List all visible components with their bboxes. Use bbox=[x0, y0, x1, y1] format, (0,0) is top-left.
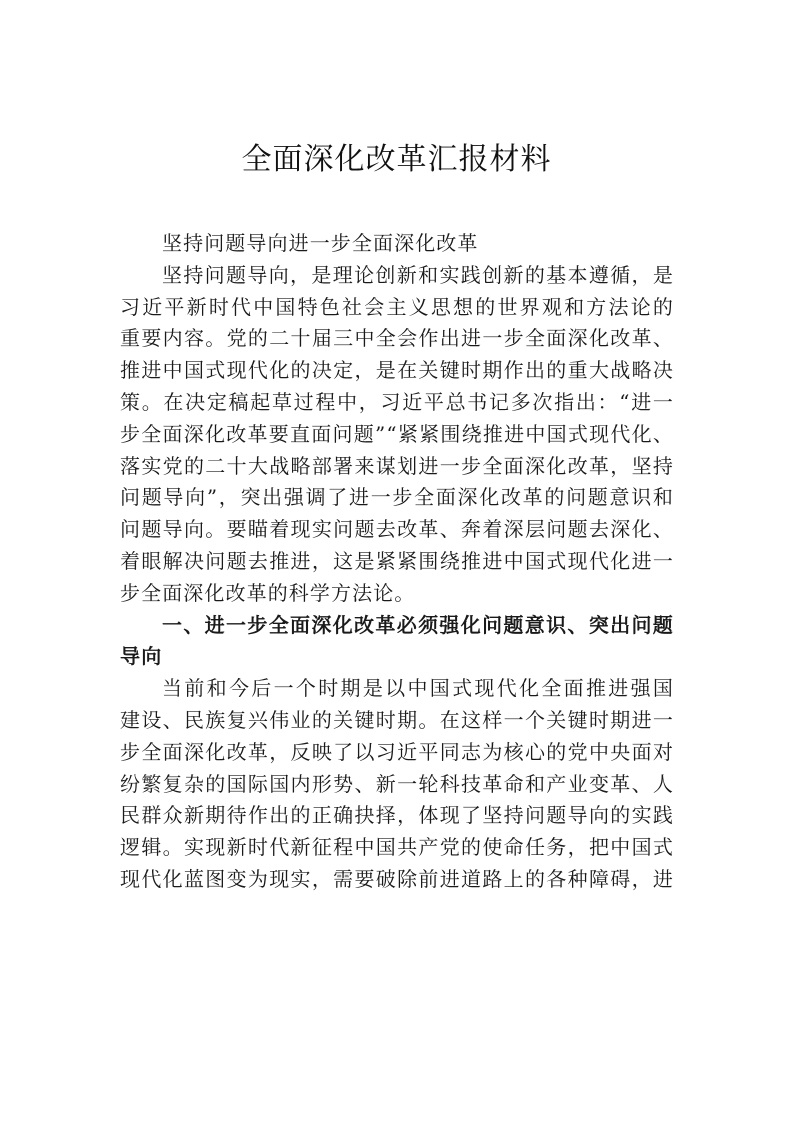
intro-paragraph bbox=[120, 260, 674, 610]
paragraph-line: 问题导向。要瞄着现实问题去改革、奔着深层问题去深化、 bbox=[120, 517, 674, 542]
heading-line: 导向 bbox=[120, 644, 163, 669]
document-title: 全面深化改革汇报材料 bbox=[241, 142, 552, 177]
paragraph-line: 步全面深化改革的科学方法论。 bbox=[120, 580, 416, 605]
paragraph-line: 步全面深化改革要直面问题”“紧紧围绕推进中国式现代化、 bbox=[120, 421, 674, 446]
paragraph-line: 坚持问题导向，是理论创新和实践创新的基本遵循，是 bbox=[162, 262, 674, 287]
document-body bbox=[120, 228, 674, 896]
paragraph-line: 着眼解决问题去推进，这是紧紧围绕推进中国式现代化进一 bbox=[120, 548, 674, 573]
paragraph-line: 纷繁复杂的国际国内形势、新一轮科技革命和产业变革、人 bbox=[120, 771, 674, 796]
paragraph-line: 习近平新时代中国特色社会主义思想的世界观和方法论的 bbox=[120, 294, 674, 319]
paragraph-line: 重要内容。党的二十届三中全会作出进一步全面深化改革、 bbox=[120, 326, 674, 351]
paragraph-line: 当前和今后一个时期是以中国式现代化全面推进强国 bbox=[162, 676, 674, 701]
paragraph-line: 落实党的二十大战略部署来谋划进一步全面深化改革，坚持 bbox=[120, 453, 674, 478]
paragraph-line: 策。在决定稿起草过程中，习近平总书记多次指出：“进一 bbox=[120, 389, 674, 414]
subtitle-line: 坚持问题导向进一步全面深化改革 bbox=[162, 231, 479, 255]
paragraph-line: 逻辑。实现新时代新征程中国共产党的使命任务，把中国式 bbox=[120, 835, 674, 860]
paragraph-line: 民群众新期待作出的正确抉择，体现了坚持问题导向的实践 bbox=[120, 803, 674, 828]
paragraph-line: 现代化蓝图变为现实，需要破除前进道路上的各种障碍，进 bbox=[120, 866, 674, 891]
paragraph-line: 步全面深化改革，反映了以习近平同志为核心的党中央面对 bbox=[120, 739, 674, 764]
heading-line: 一、进一步全面深化改革必须强化问题意识、突出问题 bbox=[162, 612, 674, 637]
paragraph-line: 建设、民族复兴伟业的关键时期。在这样一个关键时期进一 bbox=[120, 707, 674, 732]
section-1-heading bbox=[120, 610, 674, 674]
section-1-paragraph bbox=[120, 673, 674, 896]
paragraph-line: 推进中国式现代化的决定，是在关键时期作出的重大战略决 bbox=[120, 358, 674, 383]
paragraph-line: 问题导向”，突出强调了进一步全面深化改革的问题意识和 bbox=[120, 485, 674, 510]
